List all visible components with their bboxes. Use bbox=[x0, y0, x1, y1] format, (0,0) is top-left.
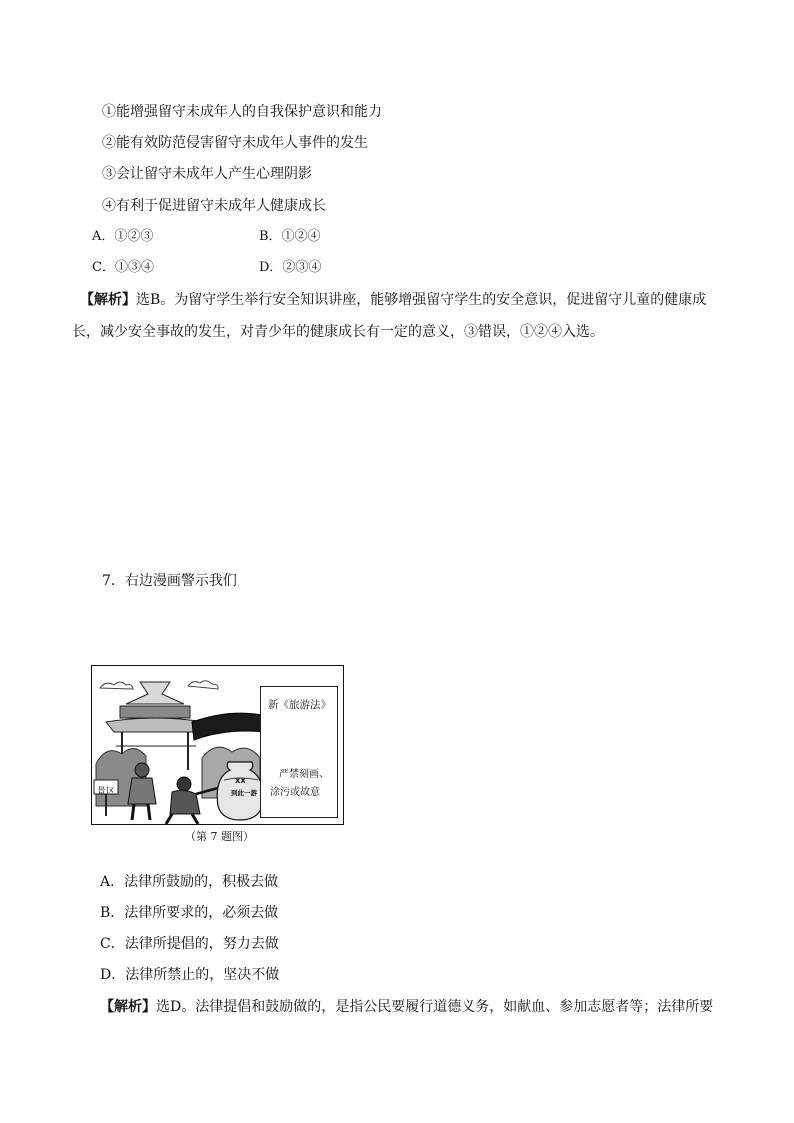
q7-option-a: A．法律所鼓励的，积极去做 bbox=[100, 874, 279, 890]
statement-4: ④有利于促进留守未成年人健康成长 bbox=[102, 198, 326, 214]
q7-option-c: C．法律所提倡的，努力去做 bbox=[100, 936, 279, 952]
q6-option-c: C．①③④ bbox=[92, 260, 154, 275]
analysis-tag: 【解析】 bbox=[100, 999, 156, 1015]
q6-option-b: B．①②④ bbox=[259, 229, 321, 244]
q6-analysis-line-1 bbox=[80, 291, 706, 309]
statement-1: ①能增强留守未成年人的自我保护意识和能力 bbox=[102, 104, 382, 120]
scenic-area-sign-text: 景区 bbox=[97, 787, 116, 797]
q6-option-a: A．①②③ bbox=[92, 229, 154, 244]
jar-graffiti-2: 到此一游 bbox=[231, 789, 257, 797]
jar-graffiti-1: XX bbox=[235, 777, 246, 785]
q7-option-d: D．法律所禁止的，坚决不做 bbox=[100, 967, 280, 983]
q7-analysis-text: 选D。法律提倡和鼓励做的，是指公民要履行道德义务，如献血、参加志愿者等；法律所要 bbox=[156, 999, 714, 1015]
notice-title: 新《旅游法》 bbox=[268, 699, 331, 711]
notice-text-1: 严禁刻画、 bbox=[279, 769, 329, 780]
cartoon-illustration bbox=[91, 665, 344, 825]
statement-2: ②能有效防范侵害留守未成年人事件的发生 bbox=[102, 135, 368, 151]
analysis-tag: 【解析】 bbox=[80, 292, 136, 308]
q6-option-d: D．②③④ bbox=[259, 260, 322, 275]
figure-caption: （第 7 题图） bbox=[185, 830, 254, 843]
q7-analysis-line-1 bbox=[100, 998, 713, 1016]
q6-analysis-text: 选B。为留守学生举行安全知识讲座，能够增强留守学生的安全意识，促进留守儿童的健康成 bbox=[136, 292, 707, 308]
q7-stem: 7．右边漫画警示我们 bbox=[102, 573, 237, 589]
q6-analysis-line-2: 长，减少安全事故的发生，对青少年的健康成长有一定的意义，③错误，①②④入选。 bbox=[72, 324, 604, 340]
q7-option-b: B．法律所要求的，必须去做 bbox=[100, 905, 279, 921]
notice-text-2: 涂污或故意 bbox=[270, 787, 320, 798]
statement-3: ③会让留守未成年人产生心理阴影 bbox=[102, 166, 312, 182]
law-notice bbox=[260, 686, 338, 818]
